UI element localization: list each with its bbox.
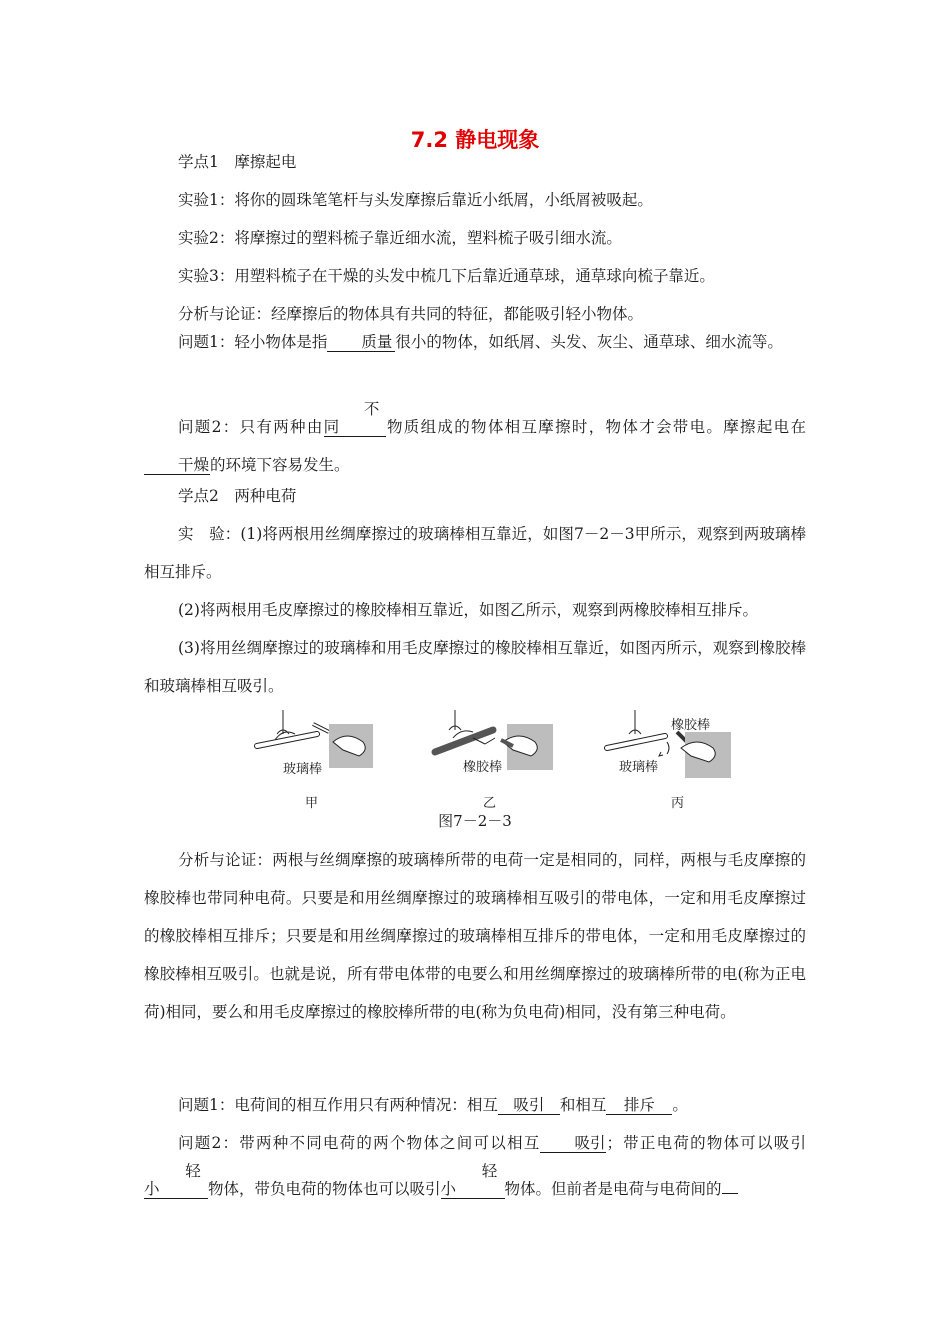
question-1: 问题1：轻小物体是指 质量 很小的物体，如纸屑、头发、灰尘、通草球、细水流等。 — [178, 333, 783, 351]
experiment-2-1: 实 验：(1)将两根用丝绸摩擦过的玻璃棒相互靠近，如图7－2－3甲所示，观察到两玻璃棒相互排斥。 — [144, 525, 806, 581]
page-title: 7.2 静电现象 — [410, 128, 540, 152]
sub-label-c: 丙 — [671, 796, 685, 811]
answer-blank: 轻小 — [144, 1162, 208, 1199]
answer-blank: 轻小 — [441, 1162, 505, 1199]
experiment-2-2: (2)将两根用毛皮摩擦过的橡胶棒相互靠近，如图乙所示，观察到两橡胶棒相互排斥。 — [178, 601, 758, 619]
experiment-2-3: (3)将用丝绸摩擦过的玻璃棒和用毛皮摩擦过的橡胶棒相互靠近，如图丙所示，观察到橡胶棒和玻璃棒相互吸引。 — [144, 639, 806, 695]
question-2-1: 问题1：电荷间的相互作用只有两种情况：相互 吸引 和相互 排斥 。 — [178, 1096, 688, 1114]
figure-caption: 图7－2－3 — [438, 812, 512, 830]
experiment-1: 实验1：将你的圆珠笔笔杆与头发摩擦后靠近小纸屑，小纸屑被吸起。 — [178, 191, 653, 209]
label-glass-rod-a: 玻璃棒 — [283, 762, 323, 777]
answer-blank: 质量 — [327, 333, 395, 352]
answer-blank-trailing — [722, 1193, 738, 1194]
experiment-3: 实验3：用塑料梳子在干燥的头发中梳几下后靠近通草球，通草球向梳子靠近。 — [178, 267, 715, 285]
question-2: 问题2：只有两种由不同 物质组成的物体相互摩擦时，物体才会带电。摩擦起电在干燥的环境下容易发生。 — [144, 400, 806, 484]
analysis-1: 分析与论证：经摩擦后的物体具有共同的特征，都能吸引轻小物体。 — [178, 305, 644, 323]
section-heading-2: 学点2 两种电荷 — [178, 487, 297, 505]
label-rubber-rod-c: 橡胶棒 — [671, 718, 711, 733]
answer-blank: 排斥 — [606, 1096, 672, 1115]
label-rubber-rod-b: 橡胶棒 — [463, 760, 503, 775]
answer-blank: 干燥 — [144, 456, 210, 475]
answer-blank: 不同 — [324, 400, 386, 437]
section-heading-1: 学点1 摩擦起电 — [178, 153, 297, 171]
answer-blank: 吸引 — [498, 1096, 560, 1115]
question-2-2: 问题2：带两种不同电荷的两个物体之间可以相互 吸引；带正电荷的物体可以吸引轻小 物体，带负电荷的物体也可以吸引轻小 物体。但前者是电荷与电荷间的 — [144, 1134, 806, 1198]
analysis-2: 分析与论证：两根与丝绸摩擦的玻璃棒所带的电荷一定是相同的，同样，两根与毛皮摩擦的橡胶棒也带同种电荷。只要是和用丝绸摩擦过的玻璃棒相互吸引的带电体，一定和用毛皮摩擦过的橡胶棒相互排斥；只要是和用丝绸摩擦过的玻璃棒相互排斥的带电体，一定和用毛皮摩擦过的橡胶棒相互吸引。也就是说，所有带电体带的电要么和用丝绸摩擦过的玻璃棒所带的电(称为正电荷)相同，要么和用毛皮摩擦过的橡胶棒所带的电(称为负电荷)相同，没有第三种电荷。 — [144, 851, 806, 1021]
label-glass-rod-c: 玻璃棒 — [619, 760, 659, 775]
sub-label-b: 乙 — [483, 796, 497, 811]
sub-label-a: 甲 — [305, 796, 319, 811]
answer-blank: 吸引 — [540, 1134, 606, 1153]
experiment-2: 实验2：将摩擦过的塑料梳子靠近细水流，塑料梳子吸引细水流。 — [178, 229, 622, 247]
